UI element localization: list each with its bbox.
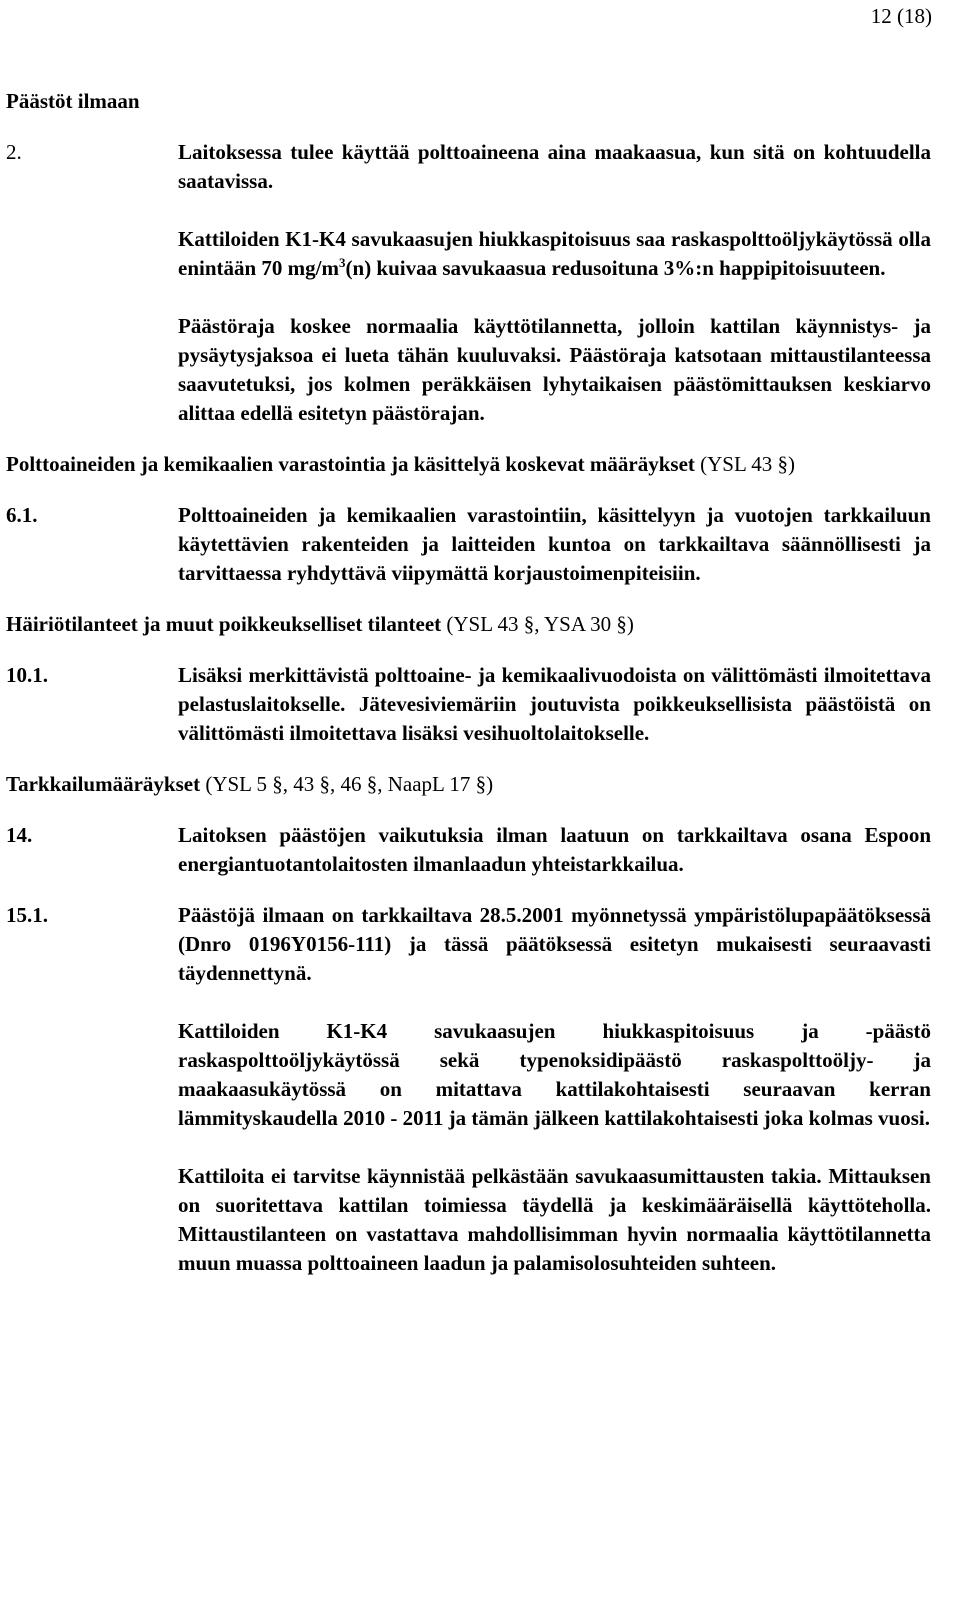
section-title-text: Tarkkailumääräykset: [6, 772, 201, 796]
legal-reference: (YSL 43 §): [694, 452, 796, 476]
clause-body: [178, 501, 931, 588]
section-title-air: Päästöt ilmaan: [6, 89, 140, 113]
clause-text: (n) kuivaa savukaasua redusoituna 3%:n happipitoisuuteen.: [345, 256, 886, 280]
clause-paragraph: Päästöjä ilmaan on tarkkailtava 28.5.2001 myönnetyssä ympäristölupapäätöksessä (Dnro 0196Y0156-111) ja tässä päätöksessä esitetyn mukaisesti seuraavasti täydennettynä.: [178, 903, 931, 985]
section-title-disturbance: [6, 610, 931, 639]
clause-number: 14.: [6, 823, 33, 847]
legal-reference: (YSL 5 §, 43 §, 46 §, NaapL 17 §): [200, 772, 494, 796]
clause-paragraph-emission-limit: [178, 225, 931, 283]
clause-number: 15.1.: [6, 903, 48, 927]
clause-number: 10.1.: [6, 663, 48, 687]
clause-text: Kattiloiden K1-K4 savukaasujen hiukkaspitoisuus saa raskaspolttoöljykäytössä olla enintään 70 mg/m: [178, 227, 931, 280]
clause-15-1: [6, 901, 931, 1278]
clause-14: [6, 821, 931, 879]
clause-number: 2.: [6, 140, 22, 164]
legal-reference: (YSL 43 §, YSA 30 §): [441, 612, 634, 636]
clause-body: [178, 661, 931, 748]
section-title-text: Häiriötilanteet ja muut poikkeukselliset tilanteet: [6, 612, 442, 636]
clause-10-1: [6, 661, 931, 748]
clause-6-1: [6, 501, 931, 588]
clause-body: [178, 821, 931, 879]
section-title-text: Polttoaineiden ja kemikaalien varastointia ja käsittelyä koskevat määräykset: [6, 452, 695, 476]
clause-paragraph: Kattiloita ei tarvitse käynnistää pelkästään savukaasumittausten takia. Mittauksen on suoritettava kattilan toimiessa täydellä ja keskimääräisellä käyttöteholla. Mittaustilanteen on vastattava mahdollisimman hyvin normaalia käyttötilannetta muun muassa polttoaineen laadun ja palamisolosuhteiden suhteen.: [178, 1164, 931, 1275]
section-title-monitoring: [6, 770, 931, 799]
clause-paragraph: Lisäksi merkittävistä polttoaine- ja kemikaalivuodoista on välittömästi ilmoitettava pelastuslaitokselle. Jätevesiviemäriin joutuvista poikkeuksellisista päästöistä on välittömästi ilmoitettava lisäksi vesihuoltolaitokselle.: [178, 663, 931, 745]
section-title-storage: [6, 450, 931, 479]
clause-body: [178, 901, 931, 1278]
clause-paragraph: Kattiloiden K1-K4 savukaasujen hiukkaspitoisuus ja -päästö raskaspolttoöljykäytössä sekä typenoksidipäästö raskaspolttoöljy- ja maakaasukäytössä on mitattava kattilakohtaisesti seuraavan kerran lämmityskaudella 2010 - 2011 ja tämän jälkeen kattilakohtaisesti joka kolmas vuosi.: [178, 1019, 931, 1130]
clause-paragraph: Laitoksessa tulee käyttää polttoaineena aina maakaasua, kun sitä on kohtuudella saatavissa.: [178, 140, 931, 193]
document-body: [6, 87, 931, 1300]
clause-number: 6.1.: [6, 503, 38, 527]
page-number: 12 (18): [870, 4, 932, 28]
clause-body: [178, 138, 931, 428]
superscript: 3: [339, 255, 346, 270]
clause-paragraph: Laitoksen päästöjen vaikutuksia ilman laatuun on tarkkailtava osana Espoon energiantuotantolaitosten ilmanlaadun yhteistarkkailua.: [178, 823, 931, 876]
clause-2: [6, 138, 931, 428]
clause-paragraph: Päästöraja koskee normaalia käyttötilannetta, jolloin kattilan käynnistys- ja pysäytysjaksoa ei lueta tähän kuuluvaksi. Päästöraja katsotaan mittaustilanteessa saavutetuksi, jos kolmen peräkkäisen lyhytaikaisen päästömittauksen keskiarvo alittaa edellä esitetyn päästörajan.: [178, 314, 931, 425]
clause-paragraph: Polttoaineiden ja kemikaalien varastointiin, käsittelyyn ja vuotojen tarkkailuun käytettävien rakenteiden ja laitteiden kuntoa on tarkkailtava säännöllisesti ja tarvittaessa ryhdyttävä viipymättä korjaustoimenpiteisiin.: [178, 503, 931, 585]
